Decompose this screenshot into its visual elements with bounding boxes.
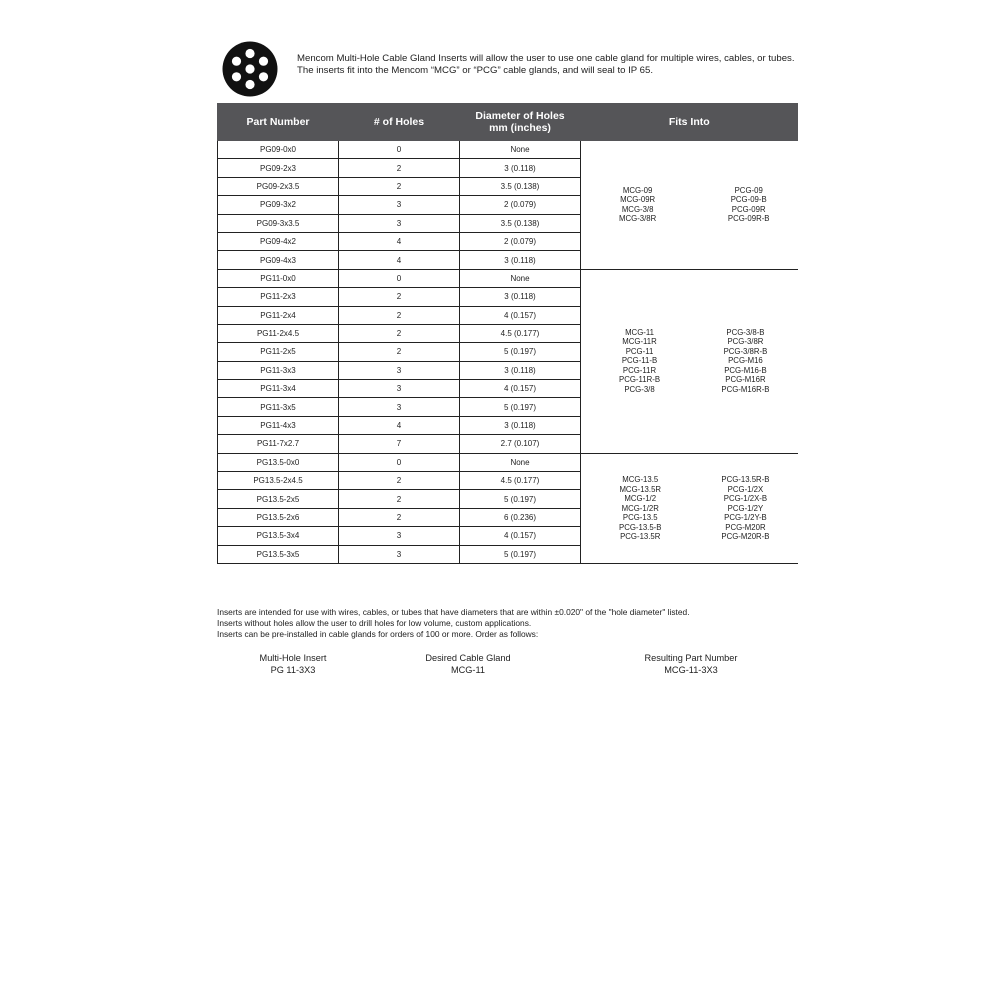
- cell-holes: 0: [339, 453, 460, 471]
- fits-item: PCG-M16-B: [724, 365, 767, 375]
- cell-holes: 3: [339, 196, 460, 214]
- fits-item: MCG-1/2R: [621, 503, 659, 513]
- cell-diameter: 5 (0.197): [460, 343, 581, 361]
- order-value: PG 11-3X3: [270, 664, 316, 675]
- cell-part-number: PG13.5-3x5: [218, 545, 339, 563]
- table-row: [218, 141, 798, 159]
- cell-holes: 2: [339, 343, 460, 361]
- fits-item: PCG-3/8: [624, 384, 655, 394]
- cell-part-number: PG11-3x4: [218, 380, 339, 398]
- order-example-result: [642, 653, 740, 676]
- multi-hole-insert-icon: [222, 41, 278, 97]
- cell-part-number: PG09-3x2: [218, 196, 339, 214]
- fits-item: PCG-M20R-B: [721, 532, 770, 542]
- cell-diameter: 2 (0.079): [460, 232, 581, 250]
- fits-item: PCG-M16: [728, 356, 763, 366]
- order-example-insert: [258, 653, 328, 676]
- cell-holes: 3: [339, 380, 460, 398]
- fits-item: PCG-M16R: [725, 375, 766, 385]
- order-label: Resulting Part Number: [644, 653, 738, 663]
- fits-item: PCG-1/2X-B: [723, 494, 768, 504]
- order-value: MCG-11-3X3: [664, 664, 718, 675]
- cell-part-number: PG13.5-3x4: [218, 527, 339, 545]
- cell-holes: 3: [339, 214, 460, 232]
- header-fits-into: Fits Into: [581, 104, 798, 141]
- fits-list-left: [619, 475, 661, 542]
- cell-part-number: PG09-2x3.5: [218, 177, 339, 195]
- cell-diameter: 3.5 (0.138): [460, 177, 581, 195]
- fits-item: PCG-M20R: [725, 522, 766, 532]
- fits-item: PCG-3/8R-B: [723, 346, 768, 356]
- fits-item: MCG-11: [625, 327, 654, 337]
- header-diameter-line-1: Diameter of Holes: [475, 110, 565, 122]
- fits-item: PCG-13.5: [622, 513, 658, 523]
- cell-holes: 2: [339, 177, 460, 195]
- fits-item: MCG-09R: [620, 195, 656, 205]
- cell-holes: 4: [339, 251, 460, 269]
- cell-part-number: PG11-2x4.5: [218, 324, 339, 342]
- cell-part-number: PG11-0x0: [218, 269, 339, 287]
- cell-part-number: PG11-2x3: [218, 288, 339, 306]
- note-line: Inserts are intended for use with wires, cables, or tubes that have diameters that are within ±0.020" of the "hole diameter" listed.: [217, 607, 690, 617]
- fits-item: PCG-11R-B: [619, 375, 661, 385]
- cell-diameter: None: [460, 141, 581, 159]
- cell-diameter: 4 (0.157): [460, 306, 581, 324]
- cell-fits-into: [581, 141, 798, 270]
- cell-part-number: PG09-3x3.5: [218, 214, 339, 232]
- cell-part-number: PG09-4x2: [218, 232, 339, 250]
- header-part-number: Part Number: [218, 104, 339, 141]
- cell-holes: 2: [339, 306, 460, 324]
- fits-item: MCG-3/8R: [619, 214, 657, 224]
- cell-fits-into: [581, 269, 798, 453]
- fits-item: PCG-13.5-B: [619, 522, 662, 532]
- order-label: Multi-Hole Insert: [259, 653, 327, 663]
- fits-list-left: [619, 186, 656, 224]
- cell-part-number: PG09-0x0: [218, 141, 339, 159]
- cell-part-number: PG11-2x4: [218, 306, 339, 324]
- cell-holes: 4: [339, 232, 460, 250]
- fits-item: PCG-11: [625, 346, 654, 356]
- table-body: [218, 141, 798, 564]
- header-diameter-line-2: mm (inches): [489, 122, 551, 134]
- cell-holes: 3: [339, 361, 460, 379]
- fits-item: PCG-09R: [731, 204, 766, 214]
- cell-part-number: PG11-3x5: [218, 398, 339, 416]
- cell-diameter: 2.7 (0.107): [460, 435, 581, 453]
- cell-part-number: PG09-4x3: [218, 251, 339, 269]
- fits-item: MCG-3/8: [621, 204, 654, 214]
- cell-holes: 2: [339, 508, 460, 526]
- cell-holes: 2: [339, 490, 460, 508]
- fits-list-right: [721, 475, 769, 542]
- cell-part-number: PG13.5-2x5: [218, 490, 339, 508]
- fits-item: PCG-13.5R: [620, 532, 661, 542]
- cell-diameter: None: [460, 453, 581, 471]
- cell-diameter: 5 (0.197): [460, 398, 581, 416]
- fits-item: PCG-09-B: [730, 195, 767, 205]
- fits-item: PCG-11-B: [621, 356, 658, 366]
- fits-list-right: [728, 186, 770, 224]
- fits-item: PCG-3/8-B: [726, 327, 765, 337]
- cell-holes: 2: [339, 324, 460, 342]
- intro-line-2: The inserts fit into the Mencom “MCG” or “PCG” cable glands, and will seal to IP 65.: [297, 64, 653, 76]
- cell-holes: 4: [339, 416, 460, 434]
- fits-list-right: [721, 328, 769, 395]
- cell-diameter: 3 (0.118): [460, 251, 581, 269]
- cell-holes: 2: [339, 472, 460, 490]
- fits-item: MCG-13.5: [622, 475, 659, 485]
- cell-part-number: PG13.5-2x4.5: [218, 472, 339, 490]
- fits-item: MCG-09: [622, 185, 653, 195]
- fits-item: PCG-3/8R: [727, 337, 764, 347]
- notes: [217, 607, 690, 640]
- cell-holes: 0: [339, 269, 460, 287]
- order-label: Desired Cable Gland: [425, 653, 511, 663]
- header-diameter: [460, 104, 581, 141]
- cell-diameter: 4.5 (0.177): [460, 324, 581, 342]
- intro-line-1: Mencom Multi-Hole Cable Gland Inserts will allow the user to use one cable gland for multiple wires, cables, or tubes.: [297, 53, 795, 64]
- table-header-row: [218, 104, 798, 141]
- note-line: Inserts can be pre-installed in cable glands for orders of 100 or more. Order as follows:: [217, 629, 539, 639]
- cell-part-number: PG11-2x5: [218, 343, 339, 361]
- cell-part-number: PG11-3x3: [218, 361, 339, 379]
- cell-holes: 7: [339, 435, 460, 453]
- note-line: Inserts without holes allow the user to drill holes for low volume, custom applications.: [217, 618, 532, 628]
- table-row: [218, 453, 798, 471]
- cell-diameter: 4.5 (0.177): [460, 472, 581, 490]
- fits-item: MCG-13.5R: [619, 484, 662, 494]
- cell-diameter: 3 (0.118): [460, 361, 581, 379]
- fits-item: PCG-09R-B: [727, 214, 770, 224]
- fits-item: PCG-1/2X: [727, 484, 764, 494]
- cell-part-number: PG13.5-0x0: [218, 453, 339, 471]
- cell-diameter: 3 (0.118): [460, 288, 581, 306]
- cell-diameter: 4 (0.157): [460, 380, 581, 398]
- cell-holes: 0: [339, 141, 460, 159]
- fits-item: PCG-1/2Y: [727, 503, 764, 513]
- cell-holes: 2: [339, 288, 460, 306]
- order-example-gland: [424, 653, 512, 676]
- cell-diameter: 5 (0.197): [460, 545, 581, 563]
- cell-part-number: PG11-7x2.7: [218, 435, 339, 453]
- fits-item: PCG-13.5R-B: [721, 475, 770, 485]
- cell-diameter: None: [460, 269, 581, 287]
- cell-part-number: PG13.5-2x6: [218, 508, 339, 526]
- cell-holes: 3: [339, 398, 460, 416]
- cell-holes: 3: [339, 527, 460, 545]
- header-holes: # of Holes: [339, 104, 460, 141]
- cell-part-number: PG09-2x3: [218, 159, 339, 177]
- fits-item: MCG-1/2: [624, 494, 657, 504]
- fits-item: PCG-1/2Y-B: [724, 513, 767, 523]
- order-value: MCG-11: [450, 664, 486, 675]
- cell-diameter: 4 (0.157): [460, 527, 581, 545]
- cell-part-number: PG11-4x3: [218, 416, 339, 434]
- fits-item: PCG-09: [734, 185, 763, 195]
- cell-fits-into: [581, 453, 798, 563]
- cell-holes: 2: [339, 159, 460, 177]
- fits-item: MCG-11R: [622, 337, 657, 347]
- cell-diameter: 3 (0.118): [460, 416, 581, 434]
- fits-list-left: [619, 328, 660, 395]
- intro-text: [297, 53, 817, 76]
- cell-diameter: 3.5 (0.138): [460, 214, 581, 232]
- fits-item: PCG-M16R-B: [721, 384, 770, 394]
- fits-item: PCG-11R: [622, 365, 657, 375]
- table-row: [218, 269, 798, 287]
- cell-diameter: 3 (0.118): [460, 159, 581, 177]
- cell-diameter: 5 (0.197): [460, 490, 581, 508]
- cell-holes: 3: [339, 545, 460, 563]
- insert-spec-table: [217, 103, 798, 564]
- cell-diameter: 6 (0.236): [460, 508, 581, 526]
- cell-diameter: 2 (0.079): [460, 196, 581, 214]
